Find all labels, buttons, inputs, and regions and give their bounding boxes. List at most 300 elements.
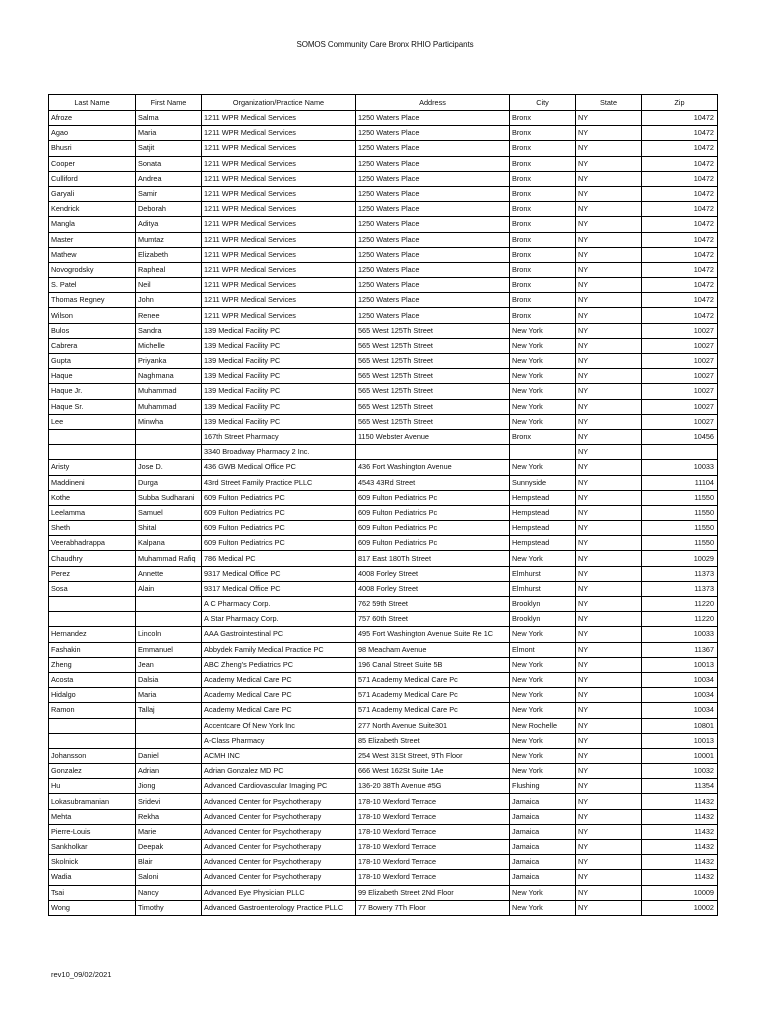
organization-cell: 1211 WPR Medical Services [202, 232, 356, 247]
last-name-cell: Culliford [49, 171, 136, 186]
zip-cell: 11432 [642, 809, 718, 824]
last-name-cell [49, 733, 136, 748]
first-name-cell: Muhammad [136, 384, 202, 399]
last-name-cell: Kothe [49, 490, 136, 505]
zip-cell: 10472 [642, 186, 718, 201]
table-row [49, 779, 718, 794]
first-name-cell: Sridevi [136, 794, 202, 809]
organization-cell: 1211 WPR Medical Services [202, 171, 356, 186]
state-cell: NY [576, 764, 642, 779]
zip-cell: 10034 [642, 688, 718, 703]
first-name-cell: Samuel [136, 505, 202, 520]
table-row [49, 718, 718, 733]
table-row [49, 627, 718, 642]
state-cell: NY [576, 718, 642, 733]
first-name-cell: Daniel [136, 748, 202, 763]
zip-cell: 10033 [642, 627, 718, 642]
table-row [49, 156, 718, 171]
last-name-cell: Veerabhadrappa [49, 536, 136, 551]
table-row [49, 870, 718, 885]
city-cell: Bronx [510, 247, 576, 262]
first-name-cell: Michelle [136, 338, 202, 353]
zip-cell: 11550 [642, 505, 718, 520]
last-name-cell: Cabrera [49, 338, 136, 353]
address-cell: 1250 Waters Place [356, 156, 510, 171]
address-cell: 4008 Forley Street [356, 566, 510, 581]
organization-cell: 1211 WPR Medical Services [202, 156, 356, 171]
first-name-cell [136, 612, 202, 627]
zip-cell: 10472 [642, 111, 718, 126]
state-cell: NY [576, 672, 642, 687]
table-row [49, 794, 718, 809]
zip-cell: 10033 [642, 460, 718, 475]
state-cell: NY [576, 354, 642, 369]
last-name-cell: Bulos [49, 323, 136, 338]
organization-cell: 609 Fulton Pediatrics PC [202, 505, 356, 520]
organization-cell: Accentcare Of New York Inc [202, 718, 356, 733]
last-name-cell: Fashakin [49, 642, 136, 657]
last-name-cell [49, 612, 136, 627]
organization-cell: Advanced Center for Psychotherapy [202, 794, 356, 809]
organization-cell: Academy Medical Care PC [202, 672, 356, 687]
table-header-row [49, 95, 718, 111]
city-cell: New York [510, 627, 576, 642]
state-cell: NY [576, 505, 642, 520]
zip-cell: 10472 [642, 126, 718, 141]
zip-cell: 11432 [642, 794, 718, 809]
table-row [49, 566, 718, 581]
city-cell: New Rochelle [510, 718, 576, 733]
table-row [49, 688, 718, 703]
table-row [49, 278, 718, 293]
address-cell [356, 445, 510, 460]
organization-cell: Advanced Center for Psychotherapy [202, 824, 356, 839]
last-name-cell [49, 445, 136, 460]
city-cell: Bronx [510, 232, 576, 247]
city-cell: New York [510, 460, 576, 475]
table-row [49, 642, 718, 657]
last-name-cell: Ramon [49, 703, 136, 718]
zip-cell: 10456 [642, 429, 718, 444]
zip-cell: 11432 [642, 824, 718, 839]
last-name-cell [49, 429, 136, 444]
first-name-cell: Elizabeth [136, 247, 202, 262]
table-row [49, 475, 718, 490]
table-row [49, 232, 718, 247]
organization-cell: 139 Medical Facility PC [202, 323, 356, 338]
last-name-cell: Zheng [49, 657, 136, 672]
state-cell: NY [576, 247, 642, 262]
first-name-cell: Durga [136, 475, 202, 490]
last-name-cell: Novogrodsky [49, 262, 136, 277]
state-cell: NY [576, 733, 642, 748]
first-name-cell [136, 718, 202, 733]
organization-cell: Advanced Eye Physician PLLC [202, 885, 356, 900]
city-cell: Bronx [510, 278, 576, 293]
state-cell: NY [576, 202, 642, 217]
first-name-cell: Emmanuel [136, 642, 202, 657]
table-row [49, 597, 718, 612]
state-cell: NY [576, 460, 642, 475]
table-row [49, 505, 718, 520]
last-name-cell: Mehta [49, 809, 136, 824]
table-row [49, 111, 718, 126]
first-name-cell: Jose D. [136, 460, 202, 475]
address-cell: 178-10 Wexford Terrace [356, 855, 510, 870]
city-cell: Bronx [510, 217, 576, 232]
address-cell: 1250 Waters Place [356, 247, 510, 262]
first-name-cell: Shital [136, 521, 202, 536]
address-cell: 565 West 125Th Street [356, 384, 510, 399]
last-name-cell: Gonzalez [49, 764, 136, 779]
zip-cell: 10027 [642, 369, 718, 384]
city-cell: Jamaica [510, 824, 576, 839]
state-cell: NY [576, 536, 642, 551]
table-row [49, 338, 718, 353]
address-cell: 1250 Waters Place [356, 111, 510, 126]
first-name-cell: Neil [136, 278, 202, 293]
first-name-cell: Andrea [136, 171, 202, 186]
organization-cell: Academy Medical Care PC [202, 688, 356, 703]
last-name-cell: Haque Jr. [49, 384, 136, 399]
first-name-cell [136, 597, 202, 612]
last-name-cell: Perez [49, 566, 136, 581]
city-cell: Bronx [510, 308, 576, 323]
first-name-cell: Maria [136, 126, 202, 141]
zip-cell: 10472 [642, 232, 718, 247]
first-name-cell: Muhammad Rafiq [136, 551, 202, 566]
first-name-cell [136, 429, 202, 444]
last-name-cell: Aristy [49, 460, 136, 475]
state-cell: NY [576, 369, 642, 384]
last-name-cell: Hernandez [49, 627, 136, 642]
state-cell: NY [576, 338, 642, 353]
last-name-cell: Pierre-Louis [49, 824, 136, 839]
city-cell: Bronx [510, 111, 576, 126]
city-cell: New York [510, 672, 576, 687]
city-cell: New York [510, 688, 576, 703]
organization-cell: 1211 WPR Medical Services [202, 111, 356, 126]
table-row [49, 672, 718, 687]
state-cell: NY [576, 703, 642, 718]
state-cell: NY [576, 156, 642, 171]
state-cell: NY [576, 414, 642, 429]
table-row [49, 414, 718, 429]
header-zip: Zip [642, 95, 718, 111]
last-name-cell: Wilson [49, 308, 136, 323]
city-cell: New York [510, 657, 576, 672]
table-row [49, 748, 718, 763]
state-cell: NY [576, 475, 642, 490]
city-cell: Elmhurst [510, 581, 576, 596]
city-cell: Bronx [510, 171, 576, 186]
address-cell: 1250 Waters Place [356, 202, 510, 217]
city-cell: Jamaica [510, 794, 576, 809]
last-name-cell: Hidalgo [49, 688, 136, 703]
state-cell: NY [576, 581, 642, 596]
table-row [49, 885, 718, 900]
last-name-cell: Lokasubramanian [49, 794, 136, 809]
city-cell: Bronx [510, 429, 576, 444]
city-cell: New York [510, 703, 576, 718]
city-cell: New York [510, 885, 576, 900]
last-name-cell [49, 597, 136, 612]
organization-cell: 1211 WPR Medical Services [202, 247, 356, 262]
address-cell: 4543 43Rd Street [356, 475, 510, 490]
state-cell: NY [576, 429, 642, 444]
organization-cell: 139 Medical Facility PC [202, 354, 356, 369]
first-name-cell: Marie [136, 824, 202, 839]
address-cell: 1250 Waters Place [356, 217, 510, 232]
first-name-cell: Adrian [136, 764, 202, 779]
organization-cell: 1211 WPR Medical Services [202, 308, 356, 323]
state-cell: NY [576, 551, 642, 566]
state-cell: NY [576, 308, 642, 323]
city-cell: New York [510, 323, 576, 338]
organization-cell: 436 GWB Medical Office PC [202, 460, 356, 475]
organization-cell: 3340 Broadway Pharmacy 2 Inc. [202, 445, 356, 460]
organization-cell: AAA Gastrointestinal PC [202, 627, 356, 642]
first-name-cell: Subba Sudharani [136, 490, 202, 505]
city-cell: Flushing [510, 779, 576, 794]
zip-cell: 10001 [642, 748, 718, 763]
first-name-cell: Aditya [136, 217, 202, 232]
city-cell: Bronx [510, 293, 576, 308]
table-row [49, 126, 718, 141]
address-cell: 196 Canal Street Suite 5B [356, 657, 510, 672]
address-cell: 1250 Waters Place [356, 141, 510, 156]
first-name-cell: Renee [136, 308, 202, 323]
address-cell: 609 Fulton Pediatrics Pc [356, 505, 510, 520]
city-cell: New York [510, 338, 576, 353]
zip-cell: 11432 [642, 855, 718, 870]
organization-cell: 139 Medical Facility PC [202, 399, 356, 414]
city-cell: Jamaica [510, 840, 576, 855]
zip-cell: 10009 [642, 885, 718, 900]
zip-cell: 11373 [642, 566, 718, 581]
state-cell: NY [576, 597, 642, 612]
address-cell: 178-10 Wexford Terrace [356, 824, 510, 839]
state-cell: NY [576, 870, 642, 885]
organization-cell: 786 Medical PC [202, 551, 356, 566]
address-cell: 565 West 125Th Street [356, 323, 510, 338]
zip-cell: 10472 [642, 202, 718, 217]
state-cell: NY [576, 840, 642, 855]
state-cell: NY [576, 293, 642, 308]
organization-cell: 609 Fulton Pediatrics PC [202, 521, 356, 536]
first-name-cell: Blair [136, 855, 202, 870]
first-name-cell [136, 733, 202, 748]
table-row [49, 369, 718, 384]
last-name-cell: Sosa [49, 581, 136, 596]
address-cell: 757 60th Street [356, 612, 510, 627]
organization-cell: A C Pharmacy Corp. [202, 597, 356, 612]
table-row [49, 399, 718, 414]
state-cell: NY [576, 627, 642, 642]
header-address: Address [356, 95, 510, 111]
last-name-cell: Kendrick [49, 202, 136, 217]
first-name-cell: Lincoln [136, 627, 202, 642]
address-cell: 571 Academy Medical Care Pc [356, 688, 510, 703]
last-name-cell: S. Patel [49, 278, 136, 293]
address-cell: 178-10 Wexford Terrace [356, 840, 510, 855]
city-cell: Elmont [510, 642, 576, 657]
zip-cell: 10472 [642, 247, 718, 262]
address-cell: 1250 Waters Place [356, 171, 510, 186]
organization-cell: 1211 WPR Medical Services [202, 293, 356, 308]
header-first-name: First Name [136, 95, 202, 111]
last-name-cell: Haque Sr. [49, 399, 136, 414]
zip-cell: 10013 [642, 657, 718, 672]
organization-cell: Advanced Cardiovascular Imaging PC [202, 779, 356, 794]
table-row [49, 354, 718, 369]
zip-cell: 10472 [642, 171, 718, 186]
organization-cell: 139 Medical Facility PC [202, 338, 356, 353]
last-name-cell: Mathew [49, 247, 136, 262]
state-cell: NY [576, 323, 642, 338]
zip-cell: 10472 [642, 141, 718, 156]
city-cell: New York [510, 900, 576, 915]
table-row [49, 551, 718, 566]
address-cell: 77 Bowery 7Th Floor [356, 900, 510, 915]
table-row [49, 384, 718, 399]
table-row [49, 247, 718, 262]
table-row [49, 217, 718, 232]
state-cell: NY [576, 111, 642, 126]
state-cell: NY [576, 612, 642, 627]
address-cell: 565 West 125Th Street [356, 354, 510, 369]
zip-cell: 10801 [642, 718, 718, 733]
state-cell: NY [576, 885, 642, 900]
state-cell: NY [576, 278, 642, 293]
table-row [49, 293, 718, 308]
first-name-cell: Rapheal [136, 262, 202, 277]
city-cell: Bronx [510, 186, 576, 201]
city-cell: Hempstead [510, 490, 576, 505]
participants-table [48, 94, 718, 916]
address-cell: 762 59th Street [356, 597, 510, 612]
document-title: SOMOS Community Care Bronx RHIO Participants [296, 40, 474, 49]
table-row [49, 445, 718, 460]
organization-cell: A-Class Pharmacy [202, 733, 356, 748]
first-name-cell: Timothy [136, 900, 202, 915]
organization-cell: ACMH INC [202, 748, 356, 763]
zip-cell: 11432 [642, 840, 718, 855]
address-cell: 1150 Webster Avenue [356, 429, 510, 444]
table-row [49, 186, 718, 201]
first-name-cell: Mumtaz [136, 232, 202, 247]
organization-cell: 1211 WPR Medical Services [202, 278, 356, 293]
zip-cell: 10013 [642, 733, 718, 748]
table-row [49, 536, 718, 551]
zip-cell: 11367 [642, 642, 718, 657]
zip-cell: 10472 [642, 262, 718, 277]
last-name-cell: Johansson [49, 748, 136, 763]
header-city: City [510, 95, 576, 111]
state-cell: NY [576, 262, 642, 277]
zip-cell: 11550 [642, 521, 718, 536]
city-cell: New York [510, 369, 576, 384]
organization-cell: ABC Zheng's Pediatrics PC [202, 657, 356, 672]
zip-cell: 10472 [642, 308, 718, 323]
city-cell: New York [510, 414, 576, 429]
zip-cell: 10027 [642, 384, 718, 399]
last-name-cell: Chaudhry [49, 551, 136, 566]
organization-cell: Academy Medical Care PC [202, 703, 356, 718]
organization-cell: 1211 WPR Medical Services [202, 141, 356, 156]
zip-cell [642, 445, 718, 460]
first-name-cell: Minwha [136, 414, 202, 429]
last-name-cell: Master [49, 232, 136, 247]
first-name-cell: Alain [136, 581, 202, 596]
first-name-cell: Naghmana [136, 369, 202, 384]
state-cell: NY [576, 171, 642, 186]
first-name-cell: Deepak [136, 840, 202, 855]
city-cell: New York [510, 733, 576, 748]
city-cell: New York [510, 399, 576, 414]
organization-cell: A Star Pharmacy Corp. [202, 612, 356, 627]
state-cell: NY [576, 217, 642, 232]
address-cell: 277 North Avenue Suite301 [356, 718, 510, 733]
table-row [49, 809, 718, 824]
table-row [49, 900, 718, 915]
last-name-cell [49, 718, 136, 733]
address-cell: 99 Elizabeth Street 2Nd Floor [356, 885, 510, 900]
table-row [49, 581, 718, 596]
organization-cell: Advanced Center for Psychotherapy [202, 855, 356, 870]
zip-cell: 10034 [642, 703, 718, 718]
last-name-cell: Tsai [49, 885, 136, 900]
table-row [49, 703, 718, 718]
state-cell: NY [576, 521, 642, 536]
first-name-cell: Saloni [136, 870, 202, 885]
zip-cell: 11432 [642, 870, 718, 885]
last-name-cell: Skolnick [49, 855, 136, 870]
zip-cell: 10034 [642, 672, 718, 687]
address-cell: 817 East 180Th Street [356, 551, 510, 566]
last-name-cell: Maddineni [49, 475, 136, 490]
first-name-cell: Sonata [136, 156, 202, 171]
organization-cell: Advanced Gastroenterology Practice PLLC [202, 900, 356, 915]
address-cell: 565 West 125Th Street [356, 414, 510, 429]
last-name-cell: Hu [49, 779, 136, 794]
first-name-cell: Nancy [136, 885, 202, 900]
first-name-cell: John [136, 293, 202, 308]
header-organization: Organization/Practice Name [202, 95, 356, 111]
organization-cell: 139 Medical Facility PC [202, 384, 356, 399]
address-cell: 571 Academy Medical Care Pc [356, 703, 510, 718]
address-cell: 565 West 125Th Street [356, 399, 510, 414]
first-name-cell: Sandra [136, 323, 202, 338]
state-cell: NY [576, 657, 642, 672]
first-name-cell: Kalpana [136, 536, 202, 551]
first-name-cell: Maria [136, 688, 202, 703]
address-cell: 85 Elizabeth Street [356, 733, 510, 748]
address-cell: 1250 Waters Place [356, 308, 510, 323]
first-name-cell: Jiong [136, 779, 202, 794]
zip-cell: 10027 [642, 414, 718, 429]
state-cell: NY [576, 900, 642, 915]
last-name-cell: Lee [49, 414, 136, 429]
state-cell: NY [576, 490, 642, 505]
first-name-cell: Samir [136, 186, 202, 201]
state-cell: NY [576, 232, 642, 247]
city-cell: Brooklyn [510, 597, 576, 612]
city-cell [510, 445, 576, 460]
table-row [49, 308, 718, 323]
city-cell: Jamaica [510, 809, 576, 824]
city-cell: Sunnyside [510, 475, 576, 490]
